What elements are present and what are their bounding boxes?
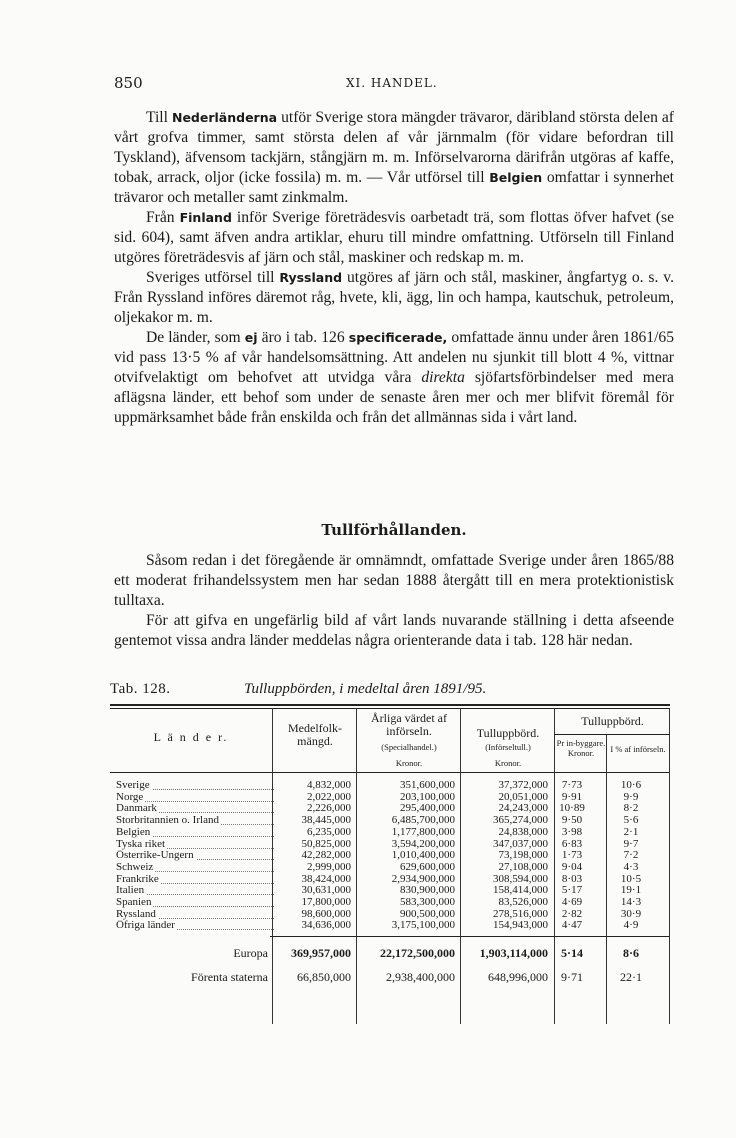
paragraph-ovriga: De länder, som ej äro i tab. 126 specificerade, omfattade ännu under åren 1861/65 vid pass 13·5 % af vår handelsomsättning. Att andelen nu sjunkit till blott 4 %, vittnar otvifvelaktigt om behofvet att utvidga våra direkta sjöfartsförbindelser med mera aflägsna länder, ett behof som under de senaste åren mer och mer blifvit föremål för uppmärksamhet både från enskilda och från det allmännas sida i vårt land. [114,329,675,426]
table-row [110,885,670,897]
table-row [110,815,670,827]
header-per-capita: Pr in-byggare. Kronor. [556,738,606,758]
country-emphasis: Finland [179,210,232,225]
country-cell: Öfriga länder [116,920,175,932]
import-value-cell: 583,300,000 [400,896,455,908]
country-cell: Förenta staterna [191,970,268,984]
tull-cell: 308,594,000 [493,872,548,885]
table-row [110,862,670,874]
country-cell: Tyska riket [116,838,166,850]
percent-cell: 7·2 [623,849,639,862]
paragraph-frihandel: Såsom redan i det föregående är omnämndt, omfattade Sverige under åren 1865/88 ett moderat frihandelssystem men har sedan 1888 återgått till en mera protektionistisk tulltaxa. [114,552,674,609]
tull-cell: 73,198,000 [498,849,548,862]
per-capita-cell: 9·71 [561,970,583,984]
table-title: Tulluppbörden, i medeltal åren 1891/95. [244,681,487,697]
emphasis: specificerade, [348,330,448,345]
per-capita-cell: 8·03 [561,872,583,885]
population-cell: 66,850,000 [297,970,351,984]
percent-cell: 8·2 [623,802,639,815]
subtotal-rule [270,936,670,937]
country-cell: Storbritannien o. Irland [116,815,219,827]
import-value-cell: 629,600,000 [400,860,455,873]
page-header [114,74,674,94]
table-row [110,803,670,815]
import-value-cell: 900,500,000 [400,907,455,920]
table-row [110,792,670,804]
population-cell: 38,445,000 [301,814,351,827]
section-title: Tullförhållanden. [321,521,467,539]
population-cell: 38,424,000 [301,872,351,885]
per-capita-cell: 5·17 [561,884,583,897]
header-bottom-rule [110,772,670,773]
country-emphasis: Nederländerna [171,110,278,125]
population-cell: 17,800,000 [301,896,351,908]
table-label: Tab. 128. [110,681,171,697]
country-cell: Danmark [116,803,157,815]
header-population: Medelfolk-mängd. [288,721,342,748]
import-value-cell: 3,175,100,000 [391,919,455,932]
per-capita-cell: 1·73 [561,849,583,862]
paragraph-ryssland: Sveriges utförsel till Ryssland utgöres af järn och stål, maskiner, ångfartyg o. s. v. Från Ryssland införes däremot råg, hvete, kli, ägg, lin och hampa, kautschuk, petroleum, oljekakor m. m. [114,269,674,326]
import-value-cell: 830,900,000 [400,884,455,897]
country-cell: Österrike-Ungern [116,850,194,862]
header-tull-group: Tulluppbörd. [581,714,644,728]
country-cell: Schweiz [116,861,154,873]
country-cell: Frankrike [116,873,159,885]
per-capita-cell: 9·04 [561,860,583,873]
running-head: XI. HANDEL. [346,76,438,90]
table-top-rule-thin [110,708,670,709]
percent-cell: 30·9 [620,907,642,920]
country-cell: Norge [116,791,144,803]
population-cell: 2,226,000 [307,802,351,815]
tariff-table [110,704,670,1024]
paragraph-nederlanderna: Till Nederländerna utför Sverige stora mängder trävaror, däribland största delen af vårt grofva timmer, samt största delen af vår järnmalm (för vidare befordran till Tyskland), äfvensom tackjärn, stångjärn m. m. Införselvarorna därifrån utgöras af kaffe, tobak, arrack, oljor (icke fossila) m. m. — Vår utförsel till Belgien omfattar i synnerhet trävaror och metaller samt zinkmalm. [114,109,674,206]
country-emphasis: Belgien [489,170,543,185]
percent-cell: 8·6 [622,946,639,960]
tull-cell: 83,526,000 [498,896,548,908]
per-capita-cell: 5·14 [560,946,583,960]
percent-cell: 2·1 [623,825,639,838]
per-capita-cell: 9·91 [561,790,583,803]
table-row [110,839,670,851]
paragraph-orientation: För att gifva en ungefärlig bild af vårt lands nuvarande ställning i detta afseende gentemot vissa andra länder meddelas några orienterande data i tab. 128 här nedan. [114,612,674,649]
tull-cell: 648,996,000 [488,970,548,984]
population-cell: 4,832,000 [307,779,351,791]
per-capita-cell: 2·82 [561,907,583,920]
per-capita-cell: 9·50 [561,814,583,827]
per-capita-cell: 4·47 [561,919,583,932]
table-row [110,874,670,886]
italic-emphasis: direkta [421,369,465,386]
country-cell: Spanien [116,897,152,908]
tull-cell: 20,051,000 [498,790,548,803]
percent-cell: 4·3 [623,860,639,873]
tull-cell: 1,903,114,000 [479,946,548,960]
paragraph-finland: Från Finland inför Sverige företrädesvis oarbetadt trä, som flottas öfver hafvet (se sid. 604), samt äfven andra artiklar, ehuru till mindre omfattning. Utförseln till Finland utgöres företrädesvis af järn och stål, maskiner och redskap m. m. [114,209,674,266]
per-capita-cell: 4·69 [561,896,583,908]
percent-cell: 19·1 [620,884,642,897]
header-tull-unit: Kronor. [494,758,522,768]
header-tull-note: (Införseltull.) [485,742,531,752]
emphasis: ej [244,330,258,345]
population-cell: 30,631,000 [301,884,351,897]
population-cell: 50,825,000 [301,837,351,850]
tull-cell: 27,108,000 [498,860,548,873]
tull-cell: 24,243,000 [498,802,548,815]
percent-cell: 4·9 [623,919,639,932]
table-row [110,850,670,862]
body-text [114,108,674,428]
country-cell: Italien [116,885,145,897]
per-capita-cell: 7·73 [561,779,583,791]
tull-cell: 347,037,000 [493,837,548,850]
import-value-cell: 22,172,500,000 [380,946,455,960]
table-caption [110,681,680,703]
page-number: 850 [114,74,143,92]
header-tull: Tulluppbörd. [476,726,540,740]
tull-cell: 278,516,000 [493,907,548,920]
population-cell: 42,282,000 [301,849,351,862]
country-cell: Ryssland [116,908,156,920]
import-value-cell: 203,100,000 [400,790,455,803]
tull-cell: 365,274,000 [493,814,548,827]
tull-cell: 24,838,000 [498,825,548,838]
population-cell: 6,235,000 [307,825,351,838]
per-capita-cell: 6·83 [561,837,583,850]
population-cell: 98,600,000 [301,907,351,920]
table-total-row [110,942,670,964]
tull-cell: 37,372,000 [498,779,548,791]
country-emphasis: Ryssland [279,270,343,285]
population-cell: 34,636,000 [301,919,351,932]
table-row [110,827,670,839]
country-cell: Belgien [116,826,151,838]
import-value-cell: 1,177,800,000 [391,825,455,838]
header-import-note: (Specialhandel.) [381,742,437,752]
percent-cell: 14·3 [620,896,642,908]
tull-cell: 158,414,000 [493,884,548,897]
population-cell: 2,022,000 [307,790,351,803]
import-value-cell: 1,010,400,000 [391,849,455,862]
country-cell: Europa [233,946,268,960]
header-import-value: Årliga värdet af införseln. [371,711,447,738]
header-lander: L ä n d e r. [153,730,229,744]
table-total-row [110,966,670,988]
import-value-cell: 351,600,000 [400,779,455,791]
percent-cell: 22·1 [620,970,642,984]
per-capita-cell: 10·89 [559,802,585,815]
per-capita-cell: 3·98 [561,825,583,838]
population-cell: 369,957,000 [291,946,351,960]
table-row [110,780,670,792]
percent-cell: 9·7 [623,837,639,850]
country-cell: Sverige [116,780,150,791]
table-row [110,909,670,921]
table-row [110,897,670,909]
table-row [110,920,670,932]
import-value-cell: 6,485,700,000 [391,814,455,827]
percent-cell: 5·6 [623,814,639,827]
body-text-tull [114,551,674,651]
percent-cell: 10·5 [620,872,642,885]
header-import-unit: Kronor. [395,758,423,768]
table-top-rule [110,704,670,706]
group-rule [554,734,670,735]
import-value-cell: 295,400,000 [400,802,455,815]
import-value-cell: 3,594,200,000 [391,837,455,850]
population-cell: 2,999,000 [307,860,351,873]
tull-cell: 154,943,000 [493,919,548,932]
import-value-cell: 2,934,900,000 [391,872,455,885]
header-percent: I % af införseln. [610,744,666,754]
percent-cell: 10·6 [620,779,642,791]
import-value-cell: 2,938,400,000 [386,970,455,984]
percent-cell: 9·9 [623,790,639,803]
